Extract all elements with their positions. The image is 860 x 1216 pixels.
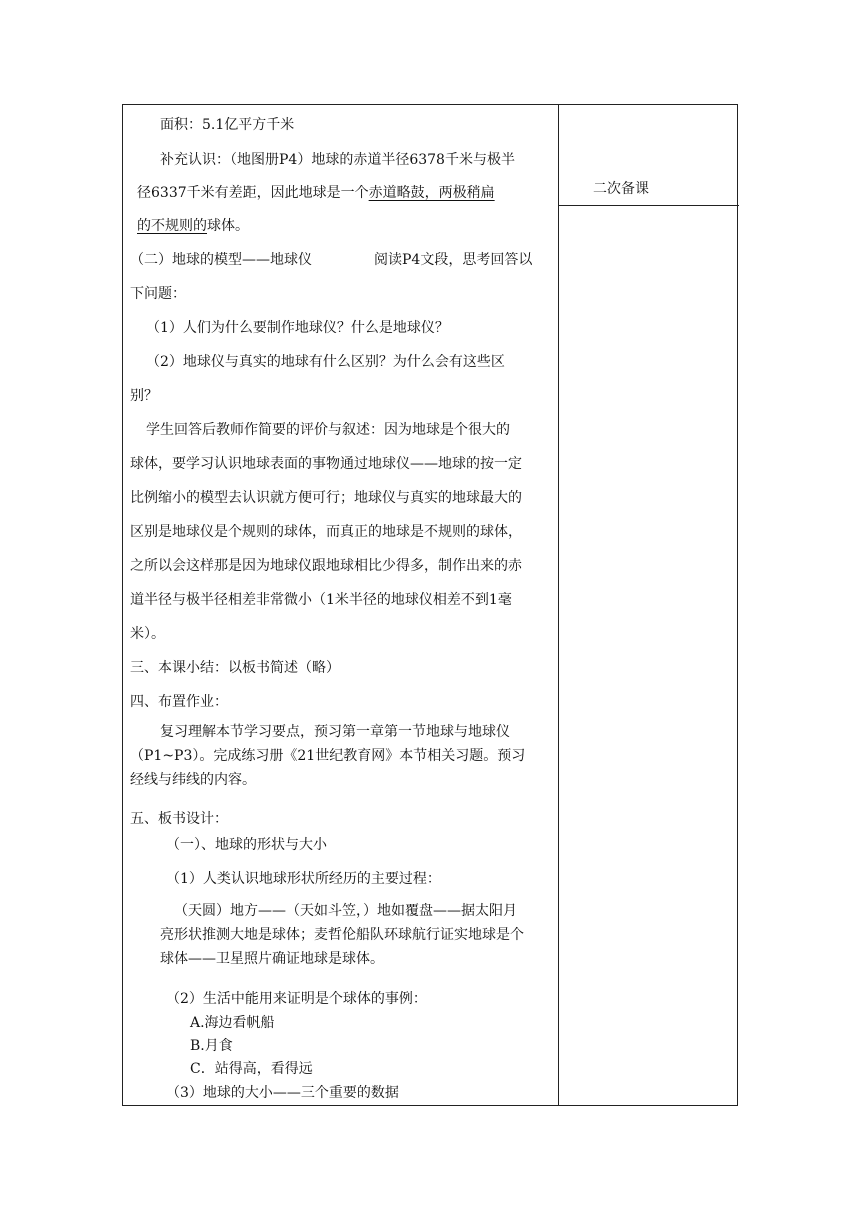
summary-heading: 三、本课小结：以板书简述（略）: [130, 660, 340, 676]
side-cell-divider: [558, 205, 739, 206]
second-prep-label: 二次备课: [593, 181, 649, 197]
supplement-line-3: [137, 215, 249, 235]
supplement-end: 球体。: [207, 218, 249, 234]
board-item-2: （2）生活中能用来证明是个球体的事例：: [166, 991, 427, 1007]
homework-line-2: （P1~P3）。完成练习册《21世纪教育网》本节相关习题。预习: [130, 748, 526, 764]
supplement-text: 径6337千米有差距，因此地球是一个: [137, 185, 369, 201]
answer-line-2: 球体，要学习认识地球表面的事物通过地球仪——地球的按一定: [130, 456, 522, 472]
answer-line-5: 之所以会这样那是因为地球仪跟地球相比少得多，制作出来的赤: [130, 558, 522, 574]
supplement-line-1: 补充认识：（地图册P4）地球的赤道半径6378千米与极半: [160, 152, 515, 168]
board-history-line-1: （天圆）地方——（天如斗笠，）地如覆盘——据太阳月: [174, 903, 517, 919]
question-2-line-1: （2）地球仪与真实的地球有什么区别？为什么会有这些区: [146, 354, 505, 370]
model-heading: （二）地球的模型——地球仪: [130, 252, 312, 268]
underlined-shape-text: 赤道略鼓，两极稍扁: [368, 185, 495, 201]
evidence-c: C．站得高，看得远: [190, 1061, 313, 1077]
model-reading-prompt: 阅读P4文段，思考回答以: [374, 252, 533, 268]
board-item-1: （1）人类认识地球形状所经历的主要过程：: [166, 871, 441, 887]
homework-heading: 四、布置作业：: [130, 694, 228, 710]
answer-line-4: 区别是地球仪是个规则的球体，而真正的地球是不规则的球体，: [130, 524, 522, 540]
question-1: （1）人们为什么要制作地球仪？什么是地球仪？: [146, 320, 449, 336]
question-2-line-2: 别？: [130, 388, 158, 404]
board-design-heading: 五、板书设计：: [130, 811, 228, 827]
homework-line-1: 复习理解本节学习要点，预习第一章第一节地球与地球仪: [160, 724, 510, 740]
answer-line-1: 学生回答后教师作简要的评价与叙述：因为地球是个很大的: [146, 422, 510, 438]
evidence-a: A.海边看帆船: [190, 1015, 275, 1031]
answer-line-3: 比例缩小的模型去认识就方便可行；地球仪与真实的地球最大的: [130, 490, 522, 506]
board-item-3: （3）地球的大小——三个重要的数据: [166, 1085, 399, 1101]
supplement-line-2: [137, 182, 495, 202]
answer-line-6: 道半径与极半径相差非常微小（1米半径的地球仪相差不到1毫: [130, 592, 512, 608]
model-reading-prompt-2: 下问题：: [130, 286, 186, 302]
board-history-line-2: 亮形状推测大地是球体；麦哲伦船队环球航行证实地球是个: [160, 927, 524, 943]
homework-line-3: 经线与纬线的内容。: [130, 772, 256, 788]
board-history-line-3: 球体——卫星照片确证地球是球体。: [160, 951, 384, 967]
answer-line-7: 米）。: [130, 626, 165, 642]
board-part-1: （一）、地球的形状与大小: [166, 837, 327, 853]
column-divider: [558, 105, 559, 1105]
area-line: 面积：5.1亿平方千米: [160, 117, 295, 133]
evidence-b: B.月食: [190, 1038, 233, 1054]
underlined-irregular-text: 的不规则的: [137, 218, 207, 234]
